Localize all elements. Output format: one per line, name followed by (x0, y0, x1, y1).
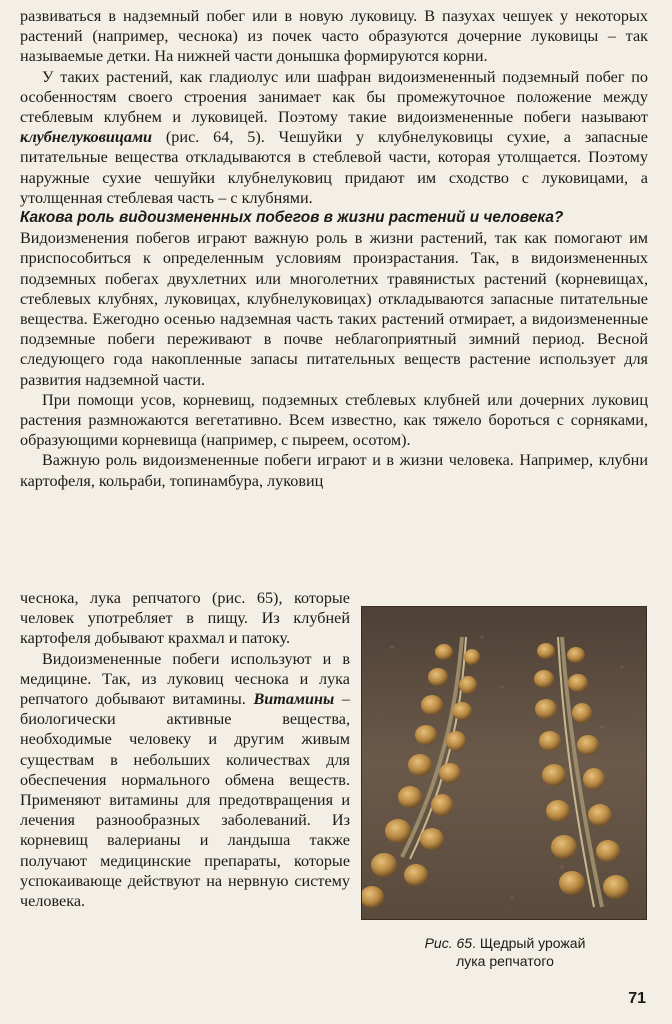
figure-caption-line-2: лука репчатого (456, 953, 554, 969)
figure-caption: Рис. 65. Щедрый урожай лука репчатого (424, 935, 586, 969)
paragraph-2: У таких растений, как гладиолус или шафран видоизмененный подземный побег по особенностям своего строения занимает как бы промежуточное положение между стеблевым клубнем и луковицей. Поэтому такие видоизмененные побеги называют клубнелуковицами (рис. 64, 5). Чешуйки у клубнелуковицы сухие, а запасные питательные вещества откладываются в стеблевой части, которая утолщается. Поэтому наружные сухие чешуйки клубнелуковиц придают им сходство с луковицами, а утолщенная стеблевая часть – с клубнями. (20, 67, 648, 207)
figure-label: Рис. 65 (424, 935, 473, 951)
paragraph-4: При помощи усов, корневищ, подземных стеблевых клубней или дочерних луковиц растения размножаются вегетативно. Всем известно, как тяжело бороться с сорняками, образующими корневища (например, с пыреем, осотом). (20, 390, 648, 450)
paragraph-3: Видоизменения побегов играют важную роль в жизни растений, так как помогают им приспособиться к определенным условиям произрастания. Так, в видоизмененных подземных побегах двухлетних или многолетних травянистых растений (корневищах, стеблевых клубнях, луковицах, клубнелуковицах) откладываются запасные питательные вещества. Ежегодно осенью надземная часть таких растений отмирает, а видоизмененные подземные побеги переживают в почве неблагоприятный зимний период. Весной следующего года накопленные запасы питательных веществ растение использует для развития надземной части. (20, 229, 648, 389)
paragraph-5: Важную роль видоизмененные побеги играют и в жизни человека. Например, клубни картофеля, кольраби, топинамбура, луковиц (20, 451, 648, 490)
term-klubnelukovitsy: клубнелуковицами (20, 128, 153, 147)
onion-harvest-photo (361, 606, 647, 920)
section-question-heading: Какова роль видоизмененных побегов в жизни растений и человека? (20, 209, 564, 227)
onion-harvest-illustration (362, 607, 646, 919)
paragraph-1: развиваться в надземный побег или в новую луковицу. В пазухах чешуек у некоторых растений (например, чеснока) из почек часто образуются дочерние луковицы – так называемые детки. На нижней части донышка формируются корни. (20, 7, 648, 66)
main-text-column (20, 6, 648, 491)
narrow-text-column (20, 588, 350, 911)
term-vitaminy: Витамины (253, 690, 335, 709)
page-number: 71 (628, 990, 646, 1007)
paragraph-6: Видоизмененные побеги используют и в медицине. Так, из луковиц чеснока и лука репчатого добывают витамины. Витамины – биологически активные вещества, необходимые человеку и другим живым существам в небольших количествах для обеспечения нормального обмена веществ. Применяют витамины для предотвращения и лечения разнообразных заболеваний. Из корневищ валерианы и ландыша также получают медицинские препараты, которые успокаивающе действуют на нервную систему человека. (20, 649, 351, 911)
paragraph-5-continued: чеснока, лука репчатого (рис. 65), которые человек употребляет в пищу. Из клубней картофеля добывают крахмал и патоку. (20, 589, 350, 648)
